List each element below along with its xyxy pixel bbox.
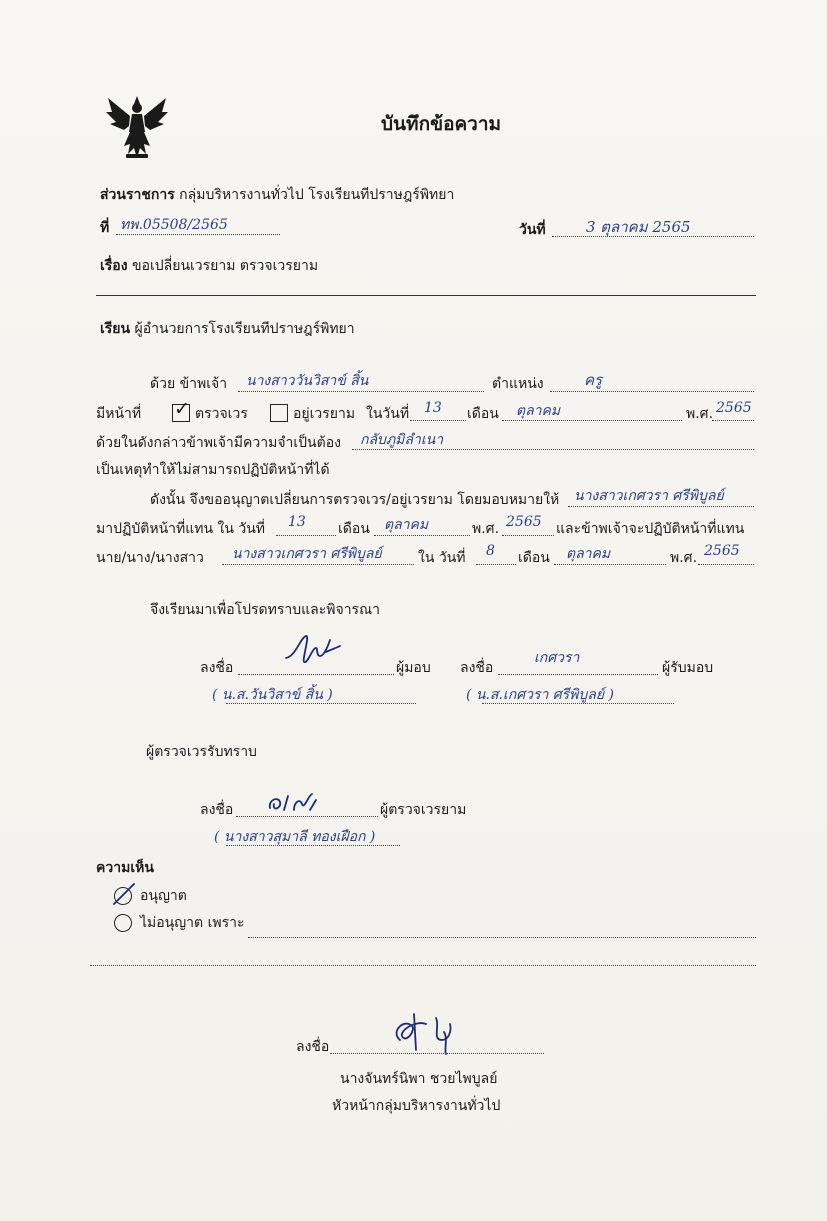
receiver-name-dotline [482,703,674,704]
requester-name: นางสาววันวิสาข์ สิ้น [246,373,369,389]
l6-day-value: 13 [288,514,306,530]
to-value: ผู้อำนวยการโรงเรียนทีปราษฎร์พิทยา [134,321,355,337]
agency-value: กลุ่มบริหารงานทั่วไป โรงเรียนทีปราษฎร์พิทยา [179,187,455,203]
inspect-option-label: ตรวจเวร [195,406,248,422]
giver-name: ( น.ส.วันวิสาข์ สิ้น ) [212,687,333,703]
ref-label: ที่ [100,220,110,236]
receiver-name: ( น.ส.เกศวรา ศรีพิบูลย์ ) [466,687,614,703]
to-line [100,320,355,338]
giver-signature-icon [282,626,344,670]
l7-name-dotline [222,564,414,565]
reject-radio[interactable] [114,914,132,932]
l3-dotline [352,449,754,450]
l7-month-dotline [554,564,666,565]
l6-year-dotline [502,535,554,536]
reject-reason-dotline [248,937,756,938]
date-dotline [552,236,754,237]
opinion-label: ความเห็น [96,860,154,876]
approve-mark-icon [108,880,138,910]
l7-prefix: นาย/นาง/นางสาว [96,550,204,566]
to-label: เรียน [100,321,131,337]
subject-label: เรื่อง [100,258,128,274]
header-divider [96,295,756,296]
l3-text: ด้วยในดังกล่าวข้าพเจ้ามีความจำเป็นต้อง [96,435,341,451]
duty-label: มีหน้าที่ [96,406,142,422]
approver-sign-dotline [330,1053,544,1054]
l7-day-value: 8 [486,543,495,559]
l6-year-label: พ.ศ. [472,521,500,537]
inspector-name: ( นางสาวสุมาลี ทองเฝือก ) [214,829,376,845]
receiver-sign-dotline [498,674,658,675]
ref-value: ทพ.05508/2565 [120,217,228,233]
approver-name: นางจันทร์นิพา ชวยไพบูลย์ [340,1071,498,1087]
l7-day-label: ใน วันที่ [418,550,466,566]
l2-day-dotline [410,420,466,421]
garuda-emblem-icon [104,92,170,162]
opinion-extra-dotline [90,965,756,966]
approver-title: หัวหน้ากลุ่มบริหารงานทั่วไป [332,1098,501,1114]
l5-dotline [568,506,754,507]
l7-day-dotline [476,564,516,565]
l5-text: ดังนั้น จึงขออนุญาตเปลี่ยนการตรวจเวร/อยู่เวรยาม โดยมอบหมายให้ [150,492,560,508]
inspector-name-dotline [226,845,400,846]
inspector-role: ผู้ตรวจเวรยาม [380,802,467,818]
giver-sign-label: ลงชื่อ [200,660,234,676]
l2-year-label: พ.ศ. [686,406,714,422]
inspector-ack: ผู้ตรวจเวรรับทราบ [146,744,257,760]
date-value: 3 ตุลาคม 2565 [586,218,691,236]
inspector-signature-icon [264,786,328,818]
subject-line [100,257,318,275]
inspect-checkmark-icon: ✓ [174,398,190,420]
l7-name: นางสาวเกศวรา ศรีพิบูลย์ [232,546,382,562]
date-label: วันที่ [519,222,546,238]
l6-text: มาปฏิบัติหน้าที่แทน ใน วันที่ [96,521,266,537]
agency-label: ส่วนราชการ [100,187,175,203]
position-value: ครู [584,371,603,389]
l1-name-dotline [238,391,484,392]
memo-title: บันทึกข้อความ [381,113,502,135]
l2-day-label: ในวันที่ [366,406,410,422]
giver-sign-dotline [238,674,394,675]
ref-dotline [116,234,280,235]
l2-year-value: 2565 [716,400,752,416]
l6-day-dotline [276,535,336,536]
l1-prefix: ด้วย ข้าพเจ้า [150,376,228,392]
closing-text: จึงเรียนมาเพื่อโปรดทราบและพิจารณา [150,602,380,618]
l1-pos-dotline [550,391,754,392]
l7-year-value: 2565 [704,543,740,559]
l7-month-value: ตุลาคม [566,546,611,562]
approver-signature-icon [386,1010,472,1056]
l6-month-label: เดือน [338,521,370,537]
l4-text: เป็นเหตุทำให้ไม่สามารถปฏิบัติหน้าที่ได้ [96,462,330,478]
giver-role: ผู้มอบ [396,660,431,676]
subject-value: ขอเปลี่ยนเวรยาม ตรวจเวรยาม [132,258,319,274]
receiver-signature: เกศวรา [534,650,580,666]
inspector-sign-label: ลงชื่อ [200,802,234,818]
l6-month-dotline [374,535,470,536]
approve-label: อนุญาต [140,888,187,904]
l2-month-dotline [502,420,682,421]
l2-month-value: ตุลาคม [516,403,561,419]
agency-line [100,186,454,204]
reject-label: ไม่อนุญาต เพราะ [140,915,245,931]
guard-option-label: อยู่เวรยาม [293,406,356,422]
l7-month-label: เดือน [518,550,550,566]
l6-year-value: 2565 [506,514,542,530]
l7-year-dotline [698,564,754,565]
giver-name-dotline [226,703,416,704]
approver-sign-label: ลงชื่อ [296,1039,330,1055]
receiver-role: ผู้รับมอบ [662,660,714,676]
delegate-name: นางสาวเกศวรา ศรีพิบูลย์ [574,488,724,504]
l6-month-value: ตุลาคม [384,517,429,533]
l7-year-label: พ.ศ. [670,550,698,566]
l2-day-value: 13 [424,400,442,416]
l3-reason: กลับภูมิลำเนา [360,432,444,448]
inspector-sign-dotline [236,816,378,817]
l6-tail: และข้าพเจ้าจะปฏิบัติหน้าที่แทน [556,521,745,537]
position-label: ตำแหน่ง [492,376,544,392]
guard-checkbox[interactable] [270,404,288,422]
l2-month-label: เดือน [467,406,499,422]
l2-year-dotline [712,420,754,421]
receiver-sign-label: ลงชื่อ [460,660,494,676]
